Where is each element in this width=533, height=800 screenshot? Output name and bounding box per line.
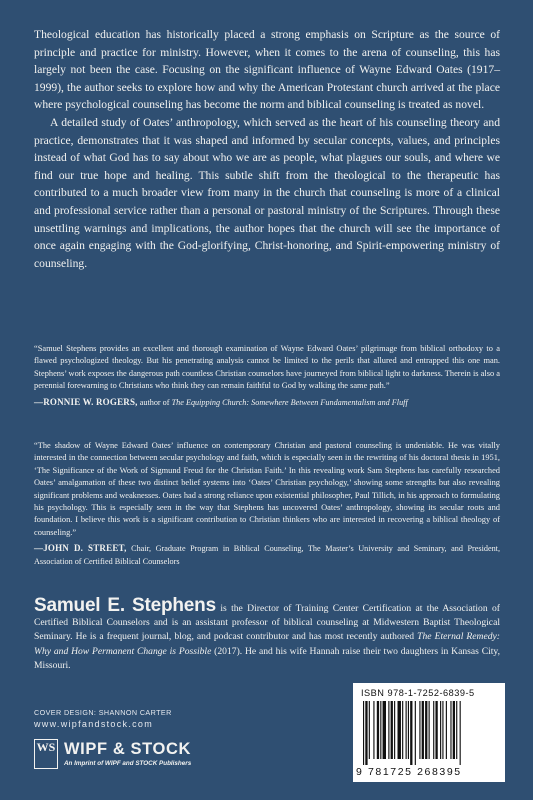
author-bio [34,595,500,673]
barcode-digits: 9 781725 268395 [356,766,462,778]
barcode-bar [394,701,395,759]
barcode-bar [456,701,457,759]
barcode-bar [402,701,403,759]
barcode-bar [391,701,393,759]
barcode-bar [442,701,443,759]
barcode-bar [398,701,401,759]
endorser-name: —RONNIE W. ROGERS, [34,396,138,407]
description-paragraph-2: A detailed study of Oates’ anthropology, which served as the heart of his counseling theory and practice, demonstrates that it was shaped and informed by secular concepts, values, and principles instead of what God has to say about who we are as people, what plagues our souls, and where we find our true hope and healing. This subtle shift from the theological to the therapeutic has contributed to a much broader view from many in the church that counseling is more of a clinical and professional service rather than a personal or pastoral ministry of the Scriptures. Through these unsettling warnings and implications, the author hopes that the church will see the importance of once again engaging with the God-glorifying, Christ-honoring, and Spirit-empowering ministry of counseling. [34,115,500,270]
book-description [34,26,500,272]
endorser-book-title: The Equipping Church: Somewhere Between Fundamentalism and Fluff [171,397,408,407]
barcode-bar [363,701,364,765]
credits [34,708,172,729]
barcode-bar [440,701,441,759]
publisher-tagline: An Imprint of WIPF and STOCK Publishers [64,760,192,767]
cover-design-credit: COVER DESIGN: SHANNON CARTER [34,708,172,717]
endorser-title-prefix: author of [139,397,170,407]
endorser-name: —JOHN D. STREET, [34,543,127,554]
isbn-label: ISBN 978-1-7252-6839-5 [361,688,475,698]
endorsement-quote: “Samuel Stephens provides an excellent and thorough examination of Wayne Edward Oates’ pilgrimage from biblical orthodoxy to a flawed psychologized theology. But his penetrating analysis cannot be limited to the perils that allured and entrapped this one man. Stephens’ work exposes the dangerous path countless Christian counselors have journeyed from biblical light to darkness. Therein is also a perennial forewarning to Christians who think they can remain faithful to God by walking the same path.” [34,344,500,391]
barcode-bar [406,701,407,759]
endorsement-attribution [34,542,500,568]
barcode-bar [425,701,427,759]
bio-book-title: The Eternal Remedy: Why and How Permanent Change is Possible [34,631,500,657]
barcode-bar [388,701,389,759]
barcode-bar [383,701,386,759]
endorser-title: Chair, Graduate Program in Biblical Counseling, The Master’s University and Seminary, and President, Association of Certified Biblical Counselors [34,544,500,566]
publisher-website: www.wipfandstock.com [34,719,154,729]
barcode-bar [415,701,416,765]
endorsement-street [34,440,500,568]
bio-text-2: (2017). He and his wife Hannah raise their two daughters in Kansas City, Missouri. [34,645,500,671]
barcode-bar [365,701,367,765]
endorsement-attribution [34,396,500,409]
endorsement-quote: “The shadow of Wayne Edward Oates’ influence on contemporary Christian and pastoral counseling is undeniable. He was vitally interested in the connection between secular psychology and faith, which is especially seen in the rewriting of his doctoral thesis in 1951, ‘The Significance of the Work of Sigmund Freud for the Christian Faith.’ In this revealing work Sam Stephens has carefully researched Oates’ amalgamation of these two distinct belief systems into ‘Oates’ Christian psychology,’ showing some strengths but also revealing significant problems and weaknesses. Oates had a strong reliance upon existential philosopher, Paul Tillich, in his approach to formulating his psychology. This is especially seen in the way that Stephens has uncovered Oates’ anthropology, showing its secular roots and foundation. I believe this work is a significant contribution to Christian thinkers who are interested in recovering a biblical theology of counseling.” [34,441,500,537]
barcode-bar [460,701,461,765]
barcode-bar [422,701,424,759]
endorsement-rogers [34,343,500,409]
description-paragraph-1: Theological education has historically placed a strong emphasis on Scripture as the source of principle and practice for ministry. However, when it comes to the arena of counseling, this has largely not been the case. Focusing on the significant influence of Wayne Edward Oates (1917–1999), the author seeks to explore how and why the American Protestant church arrived at the place where psychological counseling has become the norm and biblical counseling is treated as novel. [34,28,500,112]
publisher-name: WIPF & STOCK [64,740,191,758]
barcode-bar [450,701,451,759]
barcode-icon [363,701,495,765]
barcode-bar [453,701,455,759]
publisher-logo-mark: WS [34,739,58,769]
barcode-bar [410,701,412,765]
barcode-panel [353,683,505,782]
barcode-bar [429,701,430,759]
barcode-bar [373,701,374,759]
bio-text-1: is the Director of Training Center Certification at the Association of Certified Biblical Counselors and is an assistant professor of biblical counseling at Midwestern Baptist Theological Seminary. He is a frequent journal, blog, and podcast contributor and has most recently authored [34,603,500,643]
barcode-bar [408,701,409,759]
barcode-bar [435,701,437,759]
barcode-bar [369,701,370,759]
barcode-bar [433,701,434,759]
barcode-bar [419,701,420,759]
author-name: Samuel E. Stephens [34,595,216,616]
publisher-logo [34,739,264,771]
barcode-bar [377,701,379,759]
barcode-bar [446,701,447,759]
barcode-bar [380,701,381,759]
